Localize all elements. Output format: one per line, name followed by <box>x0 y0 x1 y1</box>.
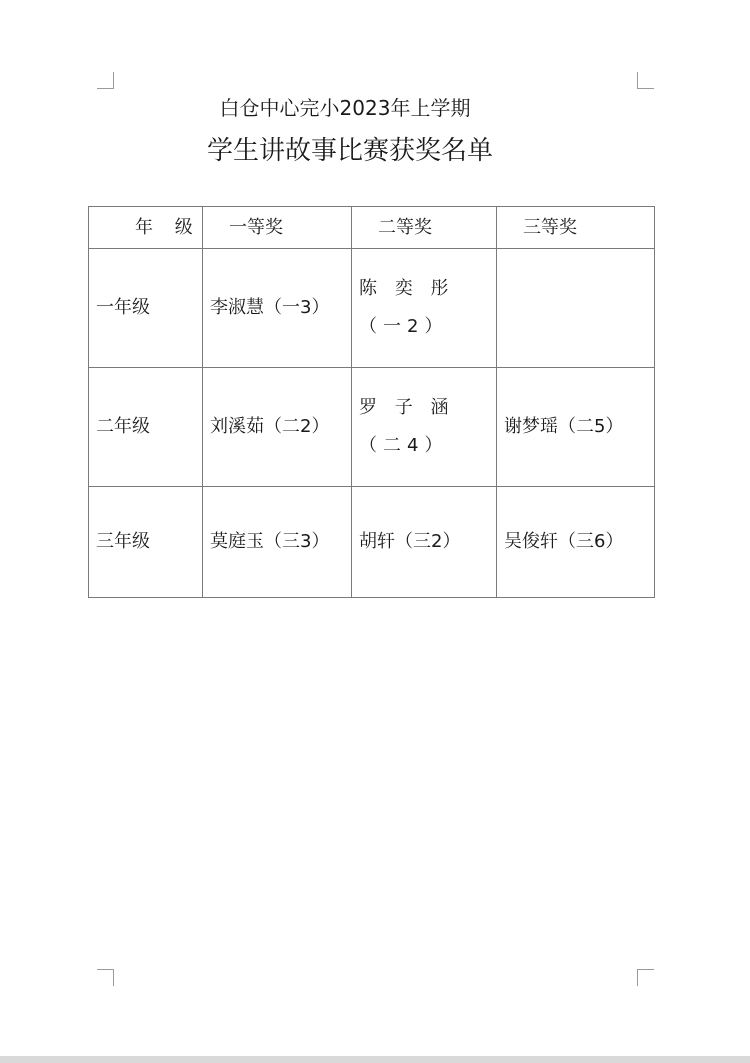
table-row <box>89 487 655 598</box>
header-third-prize: 三等奖 <box>497 207 655 249</box>
table-header-row <box>89 207 655 249</box>
third-prize-cell: 谢梦瑶（二5） <box>497 368 655 487</box>
header-second-prize: 二等奖 <box>352 207 497 249</box>
grade-cell: 三年级 <box>89 487 203 598</box>
grade-cell: 一年级 <box>89 249 203 368</box>
corner-mark-top-right <box>637 72 654 89</box>
corner-mark-bottom-right <box>637 969 654 986</box>
grade-cell: 二年级 <box>89 368 203 487</box>
page-bottom-edge <box>0 1056 750 1063</box>
document-title-line1: 白仓中心完小2023年上学期 <box>219 96 471 120</box>
second-prize-cell: 陈 奕 彤 （一2） <box>352 249 497 368</box>
header-grade: 年 级 <box>89 207 203 249</box>
table-row <box>89 249 655 368</box>
corner-mark-top-left <box>97 72 114 89</box>
third-prize-cell: 吴俊轩（三6） <box>497 487 655 598</box>
first-prize-cell: 李淑慧（一3） <box>203 249 352 368</box>
corner-mark-bottom-left <box>97 969 114 986</box>
third-prize-cell <box>497 249 655 368</box>
second-prize-cell: 胡轩（三2） <box>352 487 497 598</box>
table-row <box>89 368 655 487</box>
second-prize-cell: 罗 子 涵 （二4） <box>352 368 497 487</box>
first-prize-cell: 莫庭玉（三3） <box>203 487 352 598</box>
header-first-prize: 一等奖 <box>203 207 352 249</box>
first-prize-cell: 刘溪茹（二2） <box>203 368 352 487</box>
document-title-line2: 学生讲故事比赛获奖名单 <box>206 136 493 166</box>
awards-table <box>88 206 655 598</box>
